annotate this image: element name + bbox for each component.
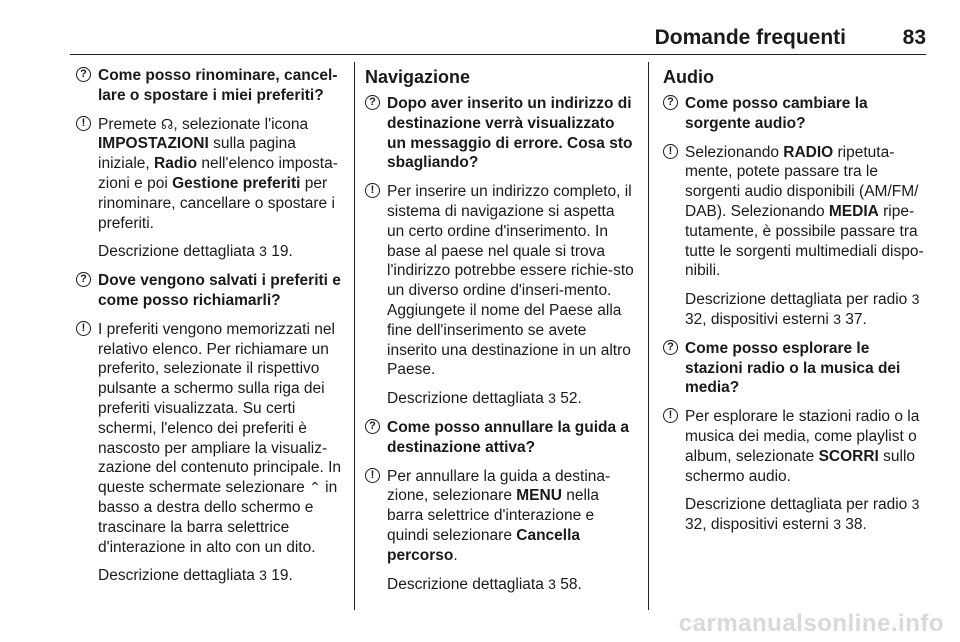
column-audio: [663, 66, 927, 544]
reference-arrow-icon: 3: [259, 567, 267, 584]
answer-favorites-storage: ! I preferiti vengono memorizzati nel relativo elenco. Per richiamare un preferito, selezionate il rispettivo pulsante a schermo sulla riga dei preferiti visualizzata. Su certi schermi, l'elenco dei preferiti è nascosto per ampliare la visualiz-zazione del contenuto principale. In queste schermate selezionare ⌃ in basso a destra dello schermo e trascinare la barra selettrice d'interazione in alto con un dito.: [76, 320, 342, 558]
description-reference: Descrizione dettagliata per radio 3 32, dispositivi esterni 3 38.: [685, 496, 920, 534]
description-reference: Descrizione dettagliata 3 19.: [98, 243, 293, 261]
radio-icon: ☊: [160, 115, 174, 132]
question-mark-icon: ?: [76, 67, 91, 82]
description-reference: Descrizione dettagliata 3 58.: [387, 575, 582, 593]
question-rename-favorites: ? Come posso rinominare, cancel-lare o spostare i miei preferiti?: [76, 66, 342, 106]
watermark: carmanualsonline.info: [678, 610, 944, 637]
question-address-error: ? Dopo aver inserito un indirizzo di destinazione verrà visualizzato un messaggio di errore. Cosa sto sbagliando?: [365, 94, 635, 173]
question-mark-icon: ?: [663, 340, 678, 355]
answer-explore-stations: ! Per esplorare le stazioni radio o la musica dei media, come playlist o album, selezionate SCORRI sullo schermo audio.: [663, 407, 927, 486]
reference-arrow-icon: 3: [259, 243, 267, 260]
reference-arrow-icon: 3: [911, 496, 920, 513]
question-explore-stations: ? Come posso esplorare le stazioni radio o la musica dei media?: [663, 339, 927, 398]
exclamation-icon: !: [76, 116, 91, 131]
description-reference: Descrizione dettagliata 3 52.: [387, 390, 582, 408]
reference-arrow-icon: 3: [548, 390, 556, 407]
exclamation-icon: !: [76, 321, 91, 336]
reference-arrow-icon: 3: [548, 575, 556, 592]
column-favorites: [76, 66, 342, 595]
exclamation-icon: !: [365, 183, 380, 198]
exclamation-icon: !: [365, 468, 380, 483]
answer-address-error: ! Per inserire un indirizzo completo, il sistema di navigazione si aspetta un certo ordine d'inserimento. In base al paese nel quale si trova l'indirizzo potrebbe essere richie-sto un diverso ordine d'inseri-mento. Aggiungete il nome del Paese alla fine dell'inserimento se avete inserito una destinazione in un altro Paese.: [365, 182, 635, 380]
question-change-source: ? Come posso cambiare la sorgente audio?: [663, 94, 927, 134]
chevron-up-icon: ⌃: [309, 479, 321, 496]
reference-arrow-icon: 3: [833, 516, 841, 533]
page-header: [70, 26, 926, 55]
answer-change-source: ! Selezionando RADIO ripetuta-mente, potete passare tra le sorgenti audio disponibili (AM/FM/ DAB). Selezionando MEDIA ripe-tutamente, è possibile passare tra tutte le sorgenti multimediali dispo-nibili.: [663, 143, 927, 282]
question-mark-icon: ?: [663, 95, 678, 110]
question-mark-icon: ?: [365, 95, 380, 110]
column-navigation: [365, 66, 635, 603]
exclamation-icon: !: [663, 144, 678, 159]
question-favorites-storage: ? Dove vengono salvati i preferiti e come posso richiamarli?: [76, 271, 342, 311]
exclamation-icon: !: [663, 408, 678, 423]
question-mark-icon: ?: [365, 419, 380, 434]
reference-arrow-icon: 3: [833, 310, 841, 327]
page-number: 83: [902, 26, 926, 49]
description-reference: Descrizione dettagliata 3 19.: [98, 567, 293, 585]
column-divider: [354, 62, 355, 610]
answer-rename-favorites: ! Premete ☊, selezionate l'icona IMPOSTAZIONI sulla pagina iniziale, Radio nell'elenco imposta-zioni e poi Gestione preferiti per rinominare, cancellare o spostare i preferiti.: [76, 115, 342, 234]
question-cancel-guidance: ? Come posso annullare la guida a destinazione attiva?: [365, 418, 635, 458]
answer-cancel-guidance: ! Per annullare la guida a destina-zione, selezionare MENU nella barra selettrice d'interazione e quindi selezionare Cancella percorso.: [365, 467, 635, 566]
question-mark-icon: ?: [76, 272, 91, 287]
section-title: Navigazione: [365, 67, 471, 87]
reference-arrow-icon: 3: [911, 291, 920, 308]
column-divider: [648, 62, 649, 610]
section-title: Audio: [663, 67, 714, 87]
page-title: Domande frequenti: [654, 26, 846, 49]
description-reference: Descrizione dettagliata per radio 3 32, dispositivi esterni 3 37.: [685, 291, 920, 328]
